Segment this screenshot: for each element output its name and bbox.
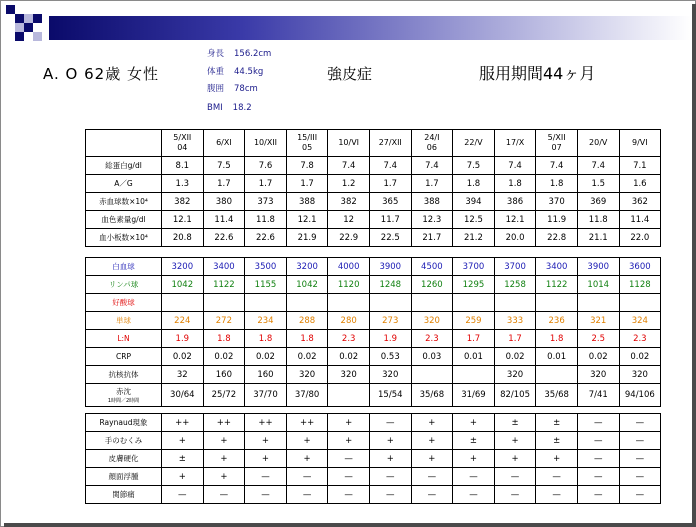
table-cell: 12.1: [162, 211, 204, 229]
table-cell: +: [245, 432, 287, 450]
table-cell: 20.8: [162, 229, 204, 247]
table-cell: ++: [162, 414, 204, 432]
table-cell: —: [286, 486, 328, 504]
table-cell: [577, 294, 619, 312]
table-cell: 0.02: [494, 348, 536, 366]
date-header: 20/V: [577, 130, 619, 157]
corner-cell: [86, 130, 162, 157]
row-label: 皮膚硬化: [86, 450, 162, 468]
table-cell: 1258: [494, 276, 536, 294]
date-header: 10/XII: [245, 130, 287, 157]
table-row: [86, 258, 661, 276]
table-cell: 0.02: [245, 348, 287, 366]
table-cell: —: [577, 468, 619, 486]
table-cell: [203, 294, 245, 312]
table-cell: —: [577, 450, 619, 468]
deco-square: [15, 14, 24, 23]
table-cell: 333: [494, 312, 536, 330]
row-label-text: 白血球: [112, 262, 135, 271]
table-cell: 324: [619, 312, 661, 330]
table-cell: 0.02: [203, 348, 245, 366]
table-cell: 7.4: [536, 157, 578, 175]
table-cell: [369, 294, 411, 312]
table-cell: 1.5: [577, 175, 619, 193]
table-cell: —: [245, 486, 287, 504]
date-header: 27/XII: [369, 130, 411, 157]
table-cell: 1042: [162, 276, 204, 294]
table-cell: 22.8: [536, 229, 578, 247]
row-label: 赤血球数×10⁴: [86, 193, 162, 211]
table-cell: +: [536, 450, 578, 468]
table-cell: 3600: [619, 258, 661, 276]
symptoms-table: [85, 413, 661, 504]
table-cell: [411, 294, 453, 312]
table-cell: 288: [286, 312, 328, 330]
table-cell: 11.8: [245, 211, 287, 229]
table-cell: 365: [369, 193, 411, 211]
table-cell: +: [203, 468, 245, 486]
slide-shadow: [4, 523, 696, 527]
table-row: [86, 384, 661, 407]
table-cell: 37/80: [286, 384, 328, 407]
table-cell: 30/64: [162, 384, 204, 407]
table-cell: 380: [203, 193, 245, 211]
header-gradient-bar: [49, 16, 692, 40]
table-cell: 1295: [453, 276, 495, 294]
table-cell: 22.6: [203, 229, 245, 247]
table-cell: 1.7: [453, 330, 495, 348]
table-cell: ±: [536, 432, 578, 450]
table-cell: 22.6: [245, 229, 287, 247]
table-cell: [328, 384, 370, 407]
table-cell: 7.8: [286, 157, 328, 175]
table-cell: —: [494, 468, 536, 486]
table-cell: 1.8: [245, 330, 287, 348]
table-cell: —: [203, 486, 245, 504]
table-cell: 21.2: [453, 229, 495, 247]
row-label-text: 抗核抗体: [108, 370, 139, 379]
deco-square: [33, 32, 42, 41]
table-cell: 25/72: [203, 384, 245, 407]
table-cell: 0.02: [286, 348, 328, 366]
row-label-text: 赤沈: [116, 387, 131, 396]
row-label: Raynaud現象: [86, 414, 162, 432]
table-cell: —: [577, 414, 619, 432]
table-cell: 1248: [369, 276, 411, 294]
table-cell: 7.6: [245, 157, 287, 175]
row-label-text: 単球: [116, 316, 131, 325]
table-cell: 1260: [411, 276, 453, 294]
table-cell: [453, 294, 495, 312]
table-cell: 7.1: [619, 157, 661, 175]
table-cell: 1.7: [369, 175, 411, 193]
slide-shadow: [692, 4, 696, 527]
table-cell: 1.2: [328, 175, 370, 193]
row-label: [86, 330, 162, 348]
table-cell: 11.4: [619, 211, 661, 229]
row-label: [86, 276, 162, 294]
table-cell: 3900: [369, 258, 411, 276]
table-cell: —: [453, 468, 495, 486]
table-row: [86, 432, 661, 450]
measurement-weight: 体重 44.5kg: [207, 67, 264, 77]
table-cell: 3700: [453, 258, 495, 276]
table-cell: 20.0: [494, 229, 536, 247]
table-cell: 2.5: [577, 330, 619, 348]
table-cell: —: [536, 468, 578, 486]
table-cell: —: [536, 486, 578, 504]
table-cell: ±: [162, 450, 204, 468]
table-cell: 12.1: [494, 211, 536, 229]
table-cell: [536, 366, 578, 384]
table-cell: 1.9: [369, 330, 411, 348]
table-cell: 35/68: [536, 384, 578, 407]
row-label-text: 好酸球: [112, 298, 135, 307]
table-cell: 35/68: [411, 384, 453, 407]
table-cell: 31/69: [453, 384, 495, 407]
table-cell: 1.8: [536, 330, 578, 348]
table-cell: +: [494, 450, 536, 468]
disease-name: 強皮症: [327, 65, 373, 83]
table-cell: 1.7: [203, 175, 245, 193]
table-cell: —: [411, 486, 453, 504]
table-cell: ++: [203, 414, 245, 432]
table-cell: —: [577, 432, 619, 450]
table-cell: —: [328, 486, 370, 504]
table-cell: +: [286, 432, 328, 450]
table-row: [86, 486, 661, 504]
table-cell: 1.7: [286, 175, 328, 193]
table-cell: 320: [494, 366, 536, 384]
table-cell: 7.4: [369, 157, 411, 175]
table-cell: 3400: [203, 258, 245, 276]
table-cell: 0.02: [162, 348, 204, 366]
measurement-waist: 腹囲 78cm: [207, 84, 258, 94]
table-cell: +: [411, 414, 453, 432]
table-cell: [328, 294, 370, 312]
table-row: [86, 348, 661, 366]
row-label: [86, 294, 162, 312]
table-cell: 22.5: [369, 229, 411, 247]
table-cell: 382: [328, 193, 370, 211]
table-cell: 11.7: [369, 211, 411, 229]
table-cell: [245, 294, 287, 312]
table-cell: [453, 366, 495, 384]
table-cell: 1.7: [245, 175, 287, 193]
table-cell: +: [162, 468, 204, 486]
row-label-text: L:N: [117, 334, 130, 343]
table-cell: 11.4: [203, 211, 245, 229]
table-cell: 320: [577, 366, 619, 384]
table-cell: +: [245, 450, 287, 468]
table-cell: 7.5: [203, 157, 245, 175]
row-label: 手のむくみ: [86, 432, 162, 450]
table-cell: 369: [577, 193, 619, 211]
table-row: [86, 175, 661, 193]
row-label: 総蛋白g/dl: [86, 157, 162, 175]
table-cell: 362: [619, 193, 661, 211]
table-cell: 386: [494, 193, 536, 211]
table-cell: 1.7: [411, 175, 453, 193]
table-cell: 7.5: [453, 157, 495, 175]
table-cell: 82/105: [494, 384, 536, 407]
date-header: 5/XII 04: [162, 130, 204, 157]
table-cell: 1122: [203, 276, 245, 294]
row-label: [86, 348, 162, 366]
table-cell: 320: [328, 366, 370, 384]
table-cell: —: [494, 486, 536, 504]
table-row: [86, 330, 661, 348]
table-row: [86, 276, 661, 294]
table-cell: 3500: [245, 258, 287, 276]
table-cell: 37/70: [245, 384, 287, 407]
table-cell: 7.4: [494, 157, 536, 175]
table-cell: 370: [536, 193, 578, 211]
table-cell: +: [203, 450, 245, 468]
table-cell: ++: [245, 414, 287, 432]
row-label: [86, 312, 162, 330]
date-header: 9/VI: [619, 130, 661, 157]
deco-square: [15, 32, 24, 41]
table-cell: 11.9: [536, 211, 578, 229]
patient-info: A. O 62歳 女性: [43, 65, 159, 83]
table-cell: 21.1: [577, 229, 619, 247]
table-cell: 3900: [577, 258, 619, 276]
table-cell: +: [411, 450, 453, 468]
table-cell: 224: [162, 312, 204, 330]
date-header: 5/XII 07: [536, 130, 578, 157]
table-cell: [494, 294, 536, 312]
table-cell: —: [162, 486, 204, 504]
table-cell: +: [411, 432, 453, 450]
table-cell: 0.01: [453, 348, 495, 366]
table-cell: 1155: [245, 276, 287, 294]
table-cell: —: [411, 468, 453, 486]
table-row: [86, 157, 661, 175]
table-cell: 320: [369, 366, 411, 384]
table-row: [86, 211, 661, 229]
date-header: 6/XI: [203, 130, 245, 157]
date-header-row: [86, 130, 661, 157]
row-label-text: CRP: [116, 352, 131, 361]
table-cell: 388: [286, 193, 328, 211]
table-cell: 7.4: [577, 157, 619, 175]
table-cell: 1122: [536, 276, 578, 294]
row-sublabel: 1時間／2時間: [107, 398, 140, 404]
table-cell: +: [453, 450, 495, 468]
row-label: A／G: [86, 175, 162, 193]
table-cell: 8.1: [162, 157, 204, 175]
table-row: [86, 450, 661, 468]
table-cell: +: [328, 432, 370, 450]
table-cell: 1014: [577, 276, 619, 294]
table-cell: +: [328, 414, 370, 432]
table-cell: 373: [245, 193, 287, 211]
table-cell: 21.7: [411, 229, 453, 247]
table-cell: 236: [536, 312, 578, 330]
table-row: [86, 312, 661, 330]
table-cell: —: [328, 468, 370, 486]
table-cell: 1128: [619, 276, 661, 294]
table-cell: 3400: [536, 258, 578, 276]
table-cell: 32: [162, 366, 204, 384]
table-cell: —: [328, 450, 370, 468]
table-cell: 1.8: [453, 175, 495, 193]
table-cell: 320: [619, 366, 661, 384]
table-cell: 2.3: [411, 330, 453, 348]
table-cell: —: [286, 468, 328, 486]
table-cell: 382: [162, 193, 204, 211]
table-cell: 0.02: [577, 348, 619, 366]
table-cell: [619, 294, 661, 312]
row-label: [86, 366, 162, 384]
table-cell: 0.03: [411, 348, 453, 366]
table-row: [86, 294, 661, 312]
table-cell: 320: [286, 366, 328, 384]
table-cell: ++: [286, 414, 328, 432]
measurement-bmi: BMI 18.2: [207, 103, 252, 113]
table-cell: 3200: [162, 258, 204, 276]
blood-cell-table: [85, 257, 661, 407]
table-cell: [286, 294, 328, 312]
table-cell: 3200: [286, 258, 328, 276]
table-cell: 1.7: [494, 330, 536, 348]
table-cell: 160: [203, 366, 245, 384]
table-cell: 273: [369, 312, 411, 330]
table-row: [86, 229, 661, 247]
table-cell: 0.02: [619, 348, 661, 366]
table-cell: —: [619, 486, 661, 504]
date-header: 17/X: [494, 130, 536, 157]
table-cell: +: [286, 450, 328, 468]
table-cell: 1.6: [619, 175, 661, 193]
table-cell: 15/54: [369, 384, 411, 407]
table-cell: 11.8: [577, 211, 619, 229]
table-cell: 2.3: [619, 330, 661, 348]
blood-protein-table: [85, 129, 661, 247]
table-cell: 12: [328, 211, 370, 229]
row-label: 関節痛: [86, 486, 162, 504]
table-cell: 22.9: [328, 229, 370, 247]
table-cell: [162, 294, 204, 312]
table-cell: ±: [494, 414, 536, 432]
table-cell: 280: [328, 312, 370, 330]
table-cell: +: [369, 450, 411, 468]
table-cell: 4000: [328, 258, 370, 276]
row-label: 顔面浮腫: [86, 468, 162, 486]
row-label: 血小板数×10⁴: [86, 229, 162, 247]
table-cell: 394: [453, 193, 495, 211]
table-cell: 259: [453, 312, 495, 330]
table-row: [86, 366, 661, 384]
table-cell: —: [369, 486, 411, 504]
table-cell: +: [369, 432, 411, 450]
table-cell: —: [453, 486, 495, 504]
table-cell: 388: [411, 193, 453, 211]
table-cell: 272: [203, 312, 245, 330]
deco-square: [33, 14, 42, 23]
deco-square: [24, 23, 33, 32]
table-cell: 3700: [494, 258, 536, 276]
table-cell: 12.3: [411, 211, 453, 229]
table-cell: 0.02: [328, 348, 370, 366]
table-cell: 12.1: [286, 211, 328, 229]
date-header: 10/VI: [328, 130, 370, 157]
date-header: 22/V: [453, 130, 495, 157]
table-cell: ±: [536, 414, 578, 432]
table-cell: 234: [245, 312, 287, 330]
table-cell: 1.3: [162, 175, 204, 193]
table-cell: —: [619, 432, 661, 450]
row-label: 血色素量g/dl: [86, 211, 162, 229]
table-cell: —: [577, 486, 619, 504]
table-cell: +: [494, 432, 536, 450]
table-cell: —: [619, 450, 661, 468]
table-cell: 1.9: [162, 330, 204, 348]
table-cell: —: [619, 414, 661, 432]
date-header: 15/III 05: [286, 130, 328, 157]
table-cell: —: [619, 468, 661, 486]
table-cell: 2.3: [328, 330, 370, 348]
row-label: [86, 258, 162, 276]
table-cell: —: [245, 468, 287, 486]
table-row: [86, 414, 661, 432]
table-cell: +: [203, 432, 245, 450]
table-cell: +: [453, 414, 495, 432]
table-cell: 1.8: [203, 330, 245, 348]
table-cell: 7/41: [577, 384, 619, 407]
table-cell: 4500: [411, 258, 453, 276]
measurement-height: 身長 156.2cm: [207, 49, 272, 59]
table-cell: —: [369, 414, 411, 432]
table-cell: 1120: [328, 276, 370, 294]
table-cell: 320: [411, 312, 453, 330]
table-cell: 21.9: [286, 229, 328, 247]
table-cell: 1042: [286, 276, 328, 294]
table-cell: 160: [245, 366, 287, 384]
table-cell: —: [369, 468, 411, 486]
table-cell: 12.5: [453, 211, 495, 229]
date-header: 24/I 06: [411, 130, 453, 157]
table-cell: 7.4: [328, 157, 370, 175]
table-cell: 321: [577, 312, 619, 330]
table-cell: 7.4: [411, 157, 453, 175]
table-cell: 0.01: [536, 348, 578, 366]
table-cell: 1.8: [536, 175, 578, 193]
table-row: [86, 468, 661, 486]
row-label-text: リンパ球: [108, 280, 139, 289]
table-cell: 1.8: [494, 175, 536, 193]
row-label: [86, 384, 162, 407]
table-cell: 94/106: [619, 384, 661, 407]
table-cell: ±: [453, 432, 495, 450]
table-cell: +: [162, 432, 204, 450]
deco-square: [6, 5, 15, 14]
treatment-duration: 服用期間44ヶ月: [479, 64, 596, 83]
table-cell: [411, 366, 453, 384]
deco-square: [24, 14, 33, 23]
table-cell: 1.8: [286, 330, 328, 348]
table-cell: [536, 294, 578, 312]
table-cell: 22.0: [619, 229, 661, 247]
table-cell: 0.53: [369, 348, 411, 366]
deco-square: [15, 23, 24, 32]
table-row: [86, 193, 661, 211]
